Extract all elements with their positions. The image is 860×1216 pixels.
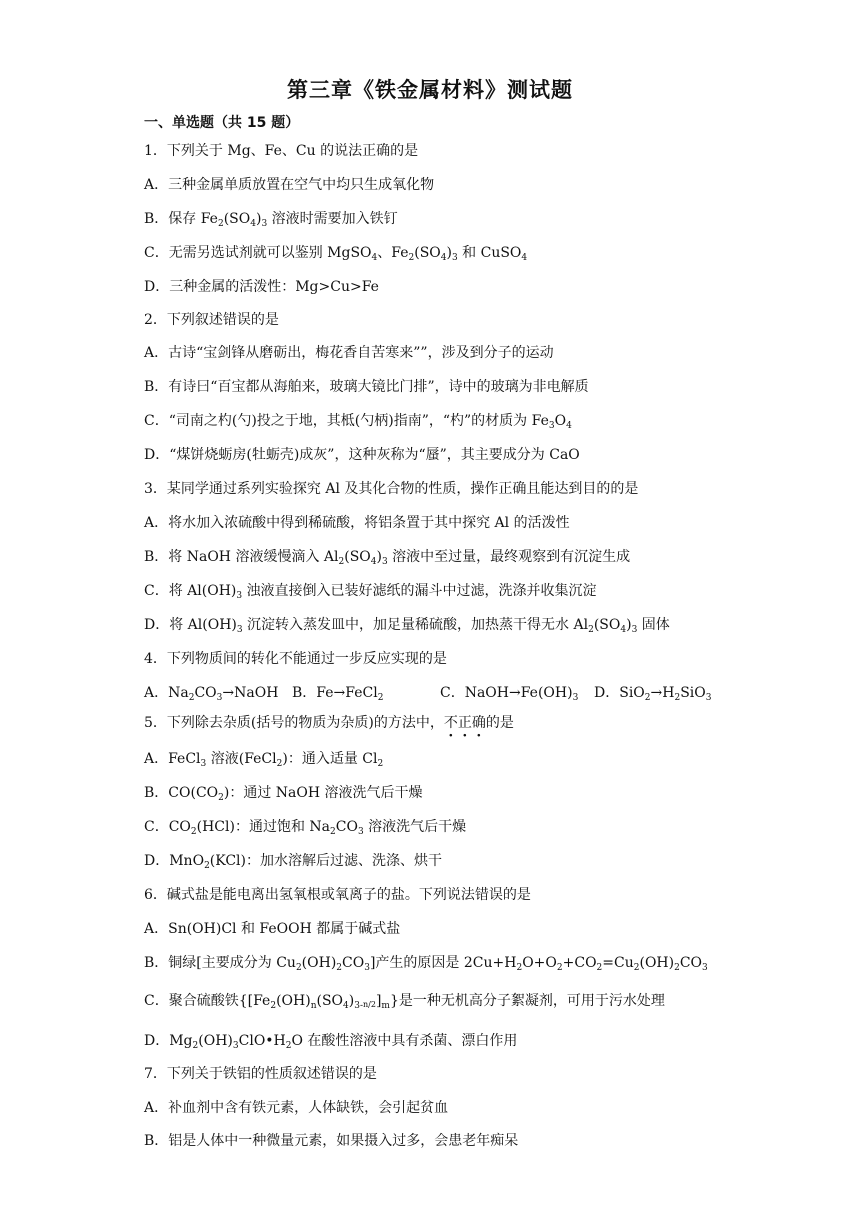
question-2-option-a: A．古诗“宝剑锋从磨砺出，梅花香自苦寒来””，涉及到分子的运动 [144, 345, 554, 361]
question-6-option-c: C．聚合硫酸铁$\{[Fe_2(OH)_n(SO_4)_{3-}n/2]_m\}$是一种无机高分子絮凝剂，可用于污水处理 [144, 993, 665, 1011]
question-1-option-d: D．三种金属的活泼性：Mg>Cu>Fe [144, 279, 379, 295]
question-1-option-c: C．无需另选试剂就可以鉴别 MgSO$_4$、$Fe_2(SO_4)_3$ 和 CuSO$_4$ [144, 245, 528, 263]
question-2-option-b: B．有诗曰“百宝都从海舶来，玻璃大镜比门排”，诗中的玻璃为非电解质 [144, 379, 589, 395]
emphasis-dot-char: 确 [471, 715, 486, 731]
question-4-option-b: B．Fe→FeCl$_2$ [292, 685, 384, 703]
page-title: 第三章《铁金属材料》测试题 [287, 78, 573, 102]
question-2-stem: 2．下列叙述错误的是 [144, 312, 279, 328]
question-3-stem: 3．某同学通过系列实验探究 Al 及其化合物的性质，操作正确且能达到目的的是 [144, 481, 639, 497]
emphasis-dot-char: 正 [457, 715, 472, 731]
question-4-option-c: C．$NaOH\to Fe(OH)_3$ [440, 685, 579, 703]
emphasis-dot-char: 不 [443, 715, 458, 731]
question-3-option-d: D．将 $Al(OH)_3$ 沉淀转入蒸发皿中，加足量稀硫酸，加热蒸干得无水 $Al_2(SO_4)_3$ 固体 [144, 617, 670, 635]
question-5-option-d: D．MnO$_2$(KCl)：加水溶解后过滤、洗涤、烘干 [144, 853, 442, 871]
question-6-stem: 6．碱式盐是能电离出氢氧根或氧离子的盐。下列说法错误的是 [144, 887, 531, 903]
section-heading: 一、单选题（共 15 题） [144, 115, 300, 131]
question-1-option-a: A．三种金属单质放置在空气中均只生成氧化物 [144, 177, 435, 193]
question-4-option-a: A．$Na_2CO_3\to NaOH$ [144, 685, 279, 703]
question-5-stem: 5．下列除去杂质(括号的物质为杂质)的方法中，不正确的是 [144, 715, 514, 731]
question-5-option-c: C．$CO_2(HCl)$：通过饱和 $Na_2CO_3$ 溶液洗气后干燥 [144, 819, 467, 837]
question-4-options [144, 684, 716, 702]
question-7-option-b: B．铝是人体中一种微量元素，如果摄入过多，会患老年痴呆 [144, 1133, 519, 1149]
question-3-option-a: A．将水加入浓硫酸中得到稀硫酸，将铝条置于其中探究 Al 的活泼性 [144, 515, 570, 531]
fraction-n-over-2: n/2 [363, 1000, 376, 1009]
question-3-option-b: B．将 NaOH 溶液缓慢滴入 $Al_2(SO_4)_3$ 溶液中至过量，最终观察到有沉淀生成 [144, 549, 631, 567]
question-7-option-a: A．补血剂中含有铁元素，人体缺铁，会引起贫血 [144, 1100, 449, 1116]
question-6-option-d: D．$Mg_2(OH)_3ClO•H_2O$ 在酸性溶液中具有杀菌、漂白作用 [144, 1033, 518, 1051]
question-6-option-a: A．Sn(OH)Cl 和 FeOOH 都属于碱式盐 [144, 921, 401, 937]
question-3-option-c: C．将 $Al(OH)_3$ 浊液直接倒入已装好滤纸的漏斗中过滤，洗涤并收集沉淀 [144, 583, 597, 601]
question-1-option-b: B．保存 $Fe_2(SO_4)_3$ 溶液时需要加入铁钉 [144, 211, 398, 229]
question-5-option-a: A．FeCl$_3$ 溶液(FeCl$_2$)：通入适量 $Cl_2$ [144, 751, 384, 769]
question-7-stem: 7．下列关于铁铝的性质叙述错误的是 [144, 1066, 377, 1082]
question-4-stem: 4．下列物质间的转化不能通过一步反应实现的是 [144, 651, 447, 667]
question-4-option-d: D．$SiO_2\to H_2SiO_3$ [594, 685, 712, 703]
question-1-stem: 1．下列关于 Mg、Fe、Cu 的说法正确的是 [144, 143, 419, 159]
question-2-option-d: D．“煤饼烧蛎房(牡蛎壳)成灰”，这种灰称为“蜃”，其主要成分为 CaO [144, 447, 580, 463]
question-6-option-b: B．铜绿[主要成分为 $Cu_2(OH)_2CO_3$]产生的原因是 $2Cu+H_2O+O_2+CO_2=Cu_2(OH)_2CO_3$ [144, 955, 708, 973]
question-5-option-b: B．$CO(CO_2)$：通过 NaOH 溶液洗气后干燥 [144, 785, 423, 803]
question-2-option-c: C．“司南之杓(勺)投之于地，其柢(勺柄)指南”，“杓”的材质为 $Fe_3O_4$ [144, 413, 572, 431]
